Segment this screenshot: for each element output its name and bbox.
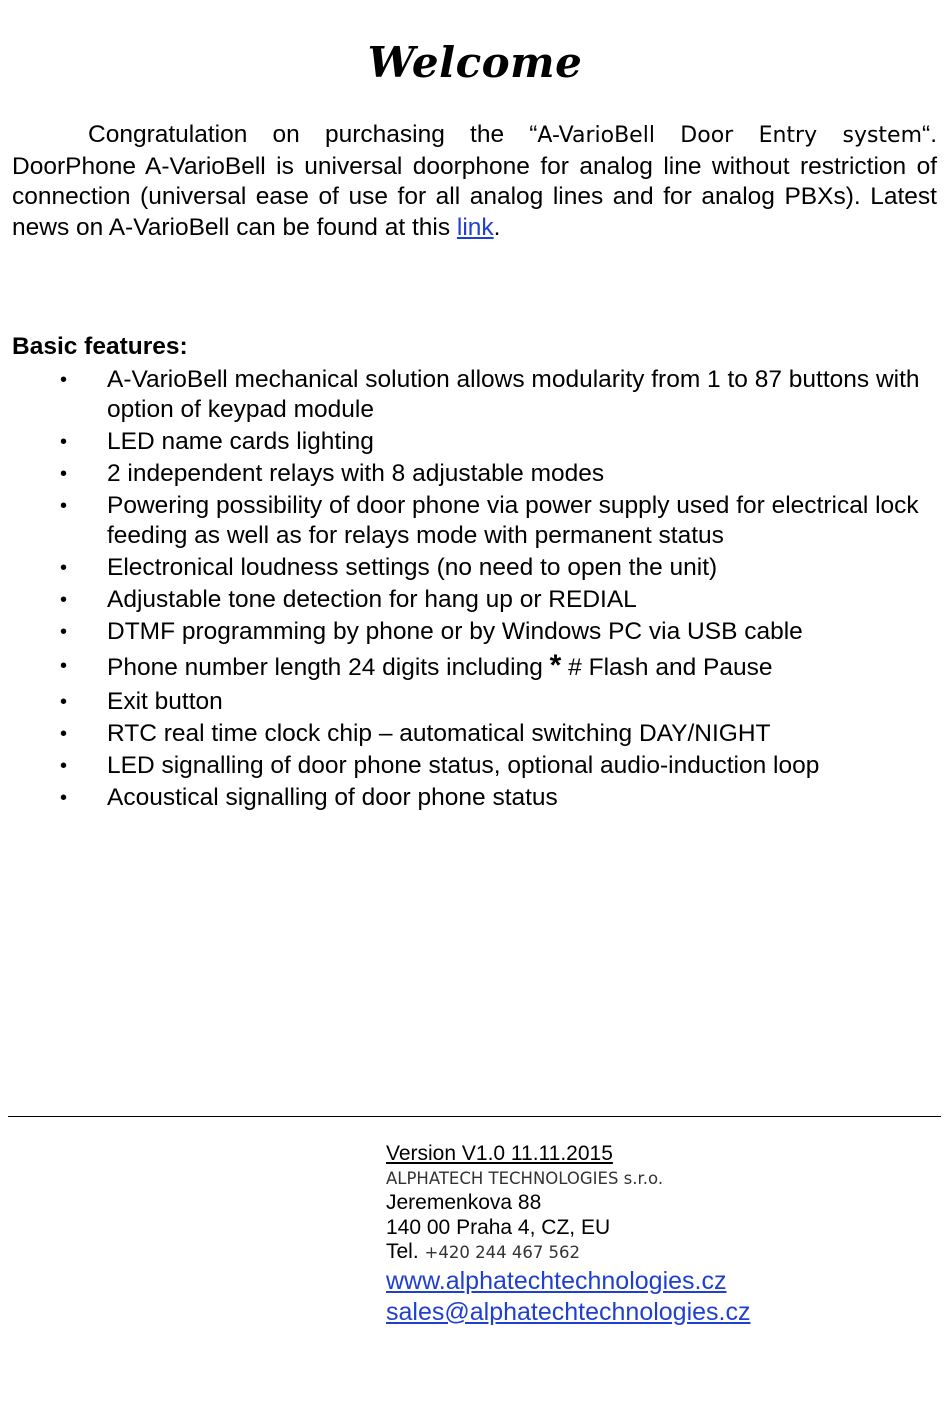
bullet-icon: •: [60, 723, 68, 745]
features-list: [0, 365, 950, 815]
list-item: • Acoustical signalling of door phone status: [60, 784, 558, 811]
version-info: Version V1.0 11.11.2015: [386, 1142, 613, 1165]
tel-number: +420 244 467 562: [424, 1243, 581, 1262]
website-link[interactable]: www.alphatechtechnologies.cz: [386, 1266, 727, 1295]
list-item: • Powering possibility of door phone via power supply used for electrical lock feeding as well as for relays mode with permanent status: [60, 492, 919, 549]
list-item: • RTC real time clock chip – automatical switching DAY/NIGHT: [60, 720, 771, 747]
list-item-phone-length: • Phone number length 24 digits including * # Flash and Pause: [60, 649, 773, 682]
list-item: • Adjustable tone detection for hang up or REDIAL: [60, 586, 637, 613]
list-item: • LED name cards lighting: [60, 428, 374, 455]
address-street: Jeremenkova 88: [386, 1191, 542, 1214]
footer-divider: [8, 1116, 941, 1117]
address-city: 140 00 Praha 4, CZ, EU: [386, 1215, 611, 1239]
tel-label: Tel.: [386, 1240, 425, 1263]
star-symbol: *: [549, 649, 562, 682]
bullet-icon: •: [60, 691, 68, 713]
telephone: [386, 1240, 906, 1266]
bullet-icon: •: [60, 621, 68, 643]
bullet-icon: •: [60, 755, 68, 777]
features-heading: Basic features:: [12, 333, 188, 360]
footer-contact: [386, 1141, 906, 1328]
bullet-icon: •: [60, 431, 68, 453]
list-item: • 2 independent relays with 8 adjustable modes: [60, 460, 605, 487]
bullet-icon: •: [60, 463, 68, 485]
system-name: A-VarioBell Door Entry system: [537, 123, 923, 148]
list-item: • Exit button: [60, 688, 223, 715]
company-name: ALPHATECH TECHNOLOGIES s.r.o.: [386, 1169, 664, 1188]
intro-text-start: Congratulation on purchasing the “: [88, 121, 538, 148]
list-item: • A-VarioBell mechanical solution allows modularity from 1 to 87 buttons with option of keypad module: [60, 366, 920, 423]
page-title: Welcome: [367, 38, 583, 87]
bullet-icon: •: [60, 787, 68, 809]
bullet-icon: •: [60, 495, 68, 517]
bullet-icon: •: [60, 557, 68, 579]
list-item: • LED signalling of door phone status, optional audio-induction loop: [60, 752, 820, 779]
list-item: • Electronical loudness settings (no need to open the unit): [60, 554, 718, 581]
bullet-icon: •: [60, 369, 68, 391]
news-link[interactable]: link: [456, 213, 494, 241]
intro-text-middle: “. DoorPhone A-VarioBell is universal doorphone for analog line without restriction of connection (universal ease of use for all analog lines and for analog PBXs). Latest news on A-VarioBell can be found at this: [12, 121, 937, 241]
intro-text-end: .: [493, 213, 501, 241]
intro-paragraph: [12, 120, 937, 243]
email-link[interactable]: sales@alphatechtechnologies.cz: [386, 1297, 751, 1326]
bullet-icon: •: [60, 655, 68, 677]
list-item: • DTMF programming by phone or by Windows PC via USB cable: [60, 618, 803, 645]
bullet-icon: •: [60, 589, 68, 611]
